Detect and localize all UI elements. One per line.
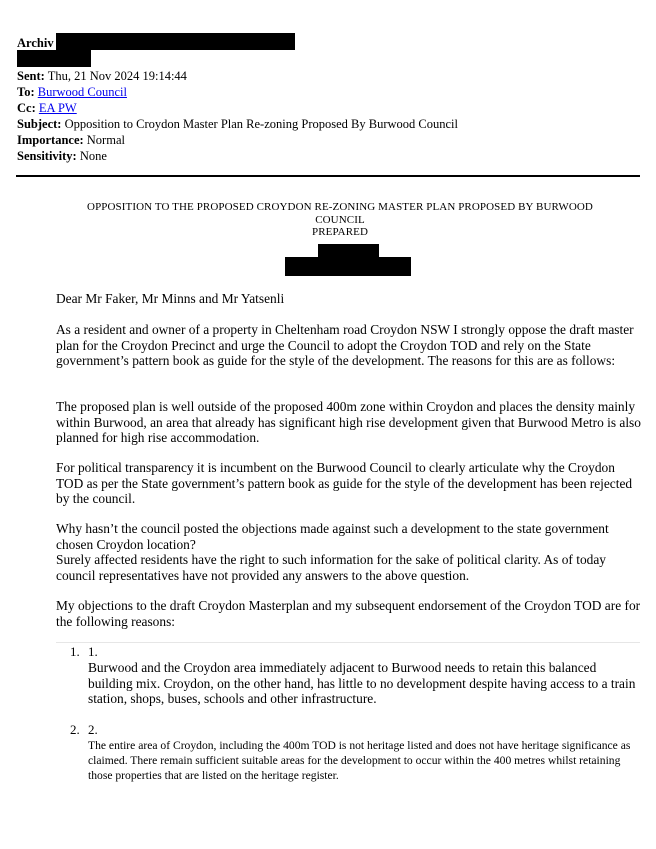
- paragraph: My objections to the draft Croydon Masterplan and my subsequent endorsement of the Croydon TOD are for the following reasons:: [56, 598, 641, 629]
- list-marker: 2.: [70, 722, 80, 737]
- cc-line: [17, 100, 77, 116]
- header-divider: [16, 175, 640, 177]
- paragraph: Why hasn’t the council posted the objections made against such a development to the state government chosen Croydon location?: [56, 521, 609, 552]
- list-item-text: The entire area of Croydon, including the 400m TOD is not heritage listed and does not have heritage significance as claimed. There remain sufficient suitable areas for the development to occur within the 400 metres whilst retaining those properties that are listed on the heritage register.: [88, 739, 631, 782]
- subject-value: Opposition to Croydon Master Plan Re-zoning Proposed By Burwood Council: [64, 117, 458, 131]
- importance-value: Normal: [86, 133, 125, 147]
- paragraph: For political transparency it is incumbent on the Burwood Council to clearly articulate why the Croydon TOD as per the State government’s pattern book as guide for the style of the development has been rejected by the council.: [56, 460, 633, 507]
- list-marker: 1.: [70, 644, 80, 659]
- to-label: To:: [17, 85, 35, 99]
- sent-line: [17, 68, 187, 84]
- redaction-block: [285, 257, 411, 276]
- cc-label: Cc:: [17, 101, 36, 115]
- from-label: Archiv: [17, 36, 54, 50]
- sensitivity-label: Sensitivity:: [17, 149, 77, 163]
- sent-value: Thu, 21 Nov 2024 19:14:44: [47, 69, 187, 83]
- title-line: COUNCIL: [315, 213, 365, 226]
- list-divider: [56, 642, 640, 643]
- title-line: PREPARED: [311, 226, 369, 238]
- from-line: [17, 35, 54, 51]
- subject-line: [17, 116, 458, 132]
- to-recipient-link[interactable]: Burwood Council: [37, 85, 127, 99]
- subject-label: Subject:: [17, 117, 62, 131]
- sensitivity-line: [17, 148, 107, 164]
- importance-line: [17, 132, 125, 148]
- list-inner-marker: 1.: [88, 644, 98, 659]
- cc-recipient-link[interactable]: EA PW: [38, 101, 77, 115]
- salutation: Dear Mr Faker, Mr Minns and Mr Yatsenli: [56, 291, 285, 306]
- to-line: [17, 84, 127, 100]
- sent-label: Sent:: [17, 69, 45, 83]
- paragraph: Surely affected residents have the right to such information for the sake of political clarity. As of today council representatives have not provided any answers to the above question.: [56, 552, 606, 583]
- redaction-block: [318, 244, 379, 257]
- title-line: OPPOSITION TO THE PROPOSED CROYDON RE-ZONING MASTER PLAN PROPOSED BY BURWOOD: [87, 201, 593, 213]
- redaction-block: [17, 50, 91, 67]
- redaction-block: [56, 33, 295, 50]
- sensitivity-value: None: [79, 149, 107, 163]
- paragraph: As a resident and owner of a property in Cheltenham road Croydon NSW I strongly oppose the draft master plan for the Croydon Precinct and urge the Council to adopt the Croydon TOD and rely on the State government’s pattern book as guide for the style of the development. The reasons for this are as follows:: [56, 322, 634, 369]
- letter-title: [70, 201, 610, 239]
- importance-label: Importance:: [17, 133, 84, 147]
- paragraph: The proposed plan is well outside of the proposed 400m zone within Croydon and places the density mainly within Burwood, an area that already has significant high rise development given that Burwood Metro is also planned for high rise accommodation.: [56, 399, 641, 446]
- list-inner-marker: 2.: [88, 722, 98, 737]
- list-item-text: Burwood and the Croydon area immediately adjacent to Burwood needs to retain this balanced building mix. Croydon, on the other hand, has little to no development despite having access to a train station, shops, buses, schools and other infrastructure.: [88, 660, 636, 707]
